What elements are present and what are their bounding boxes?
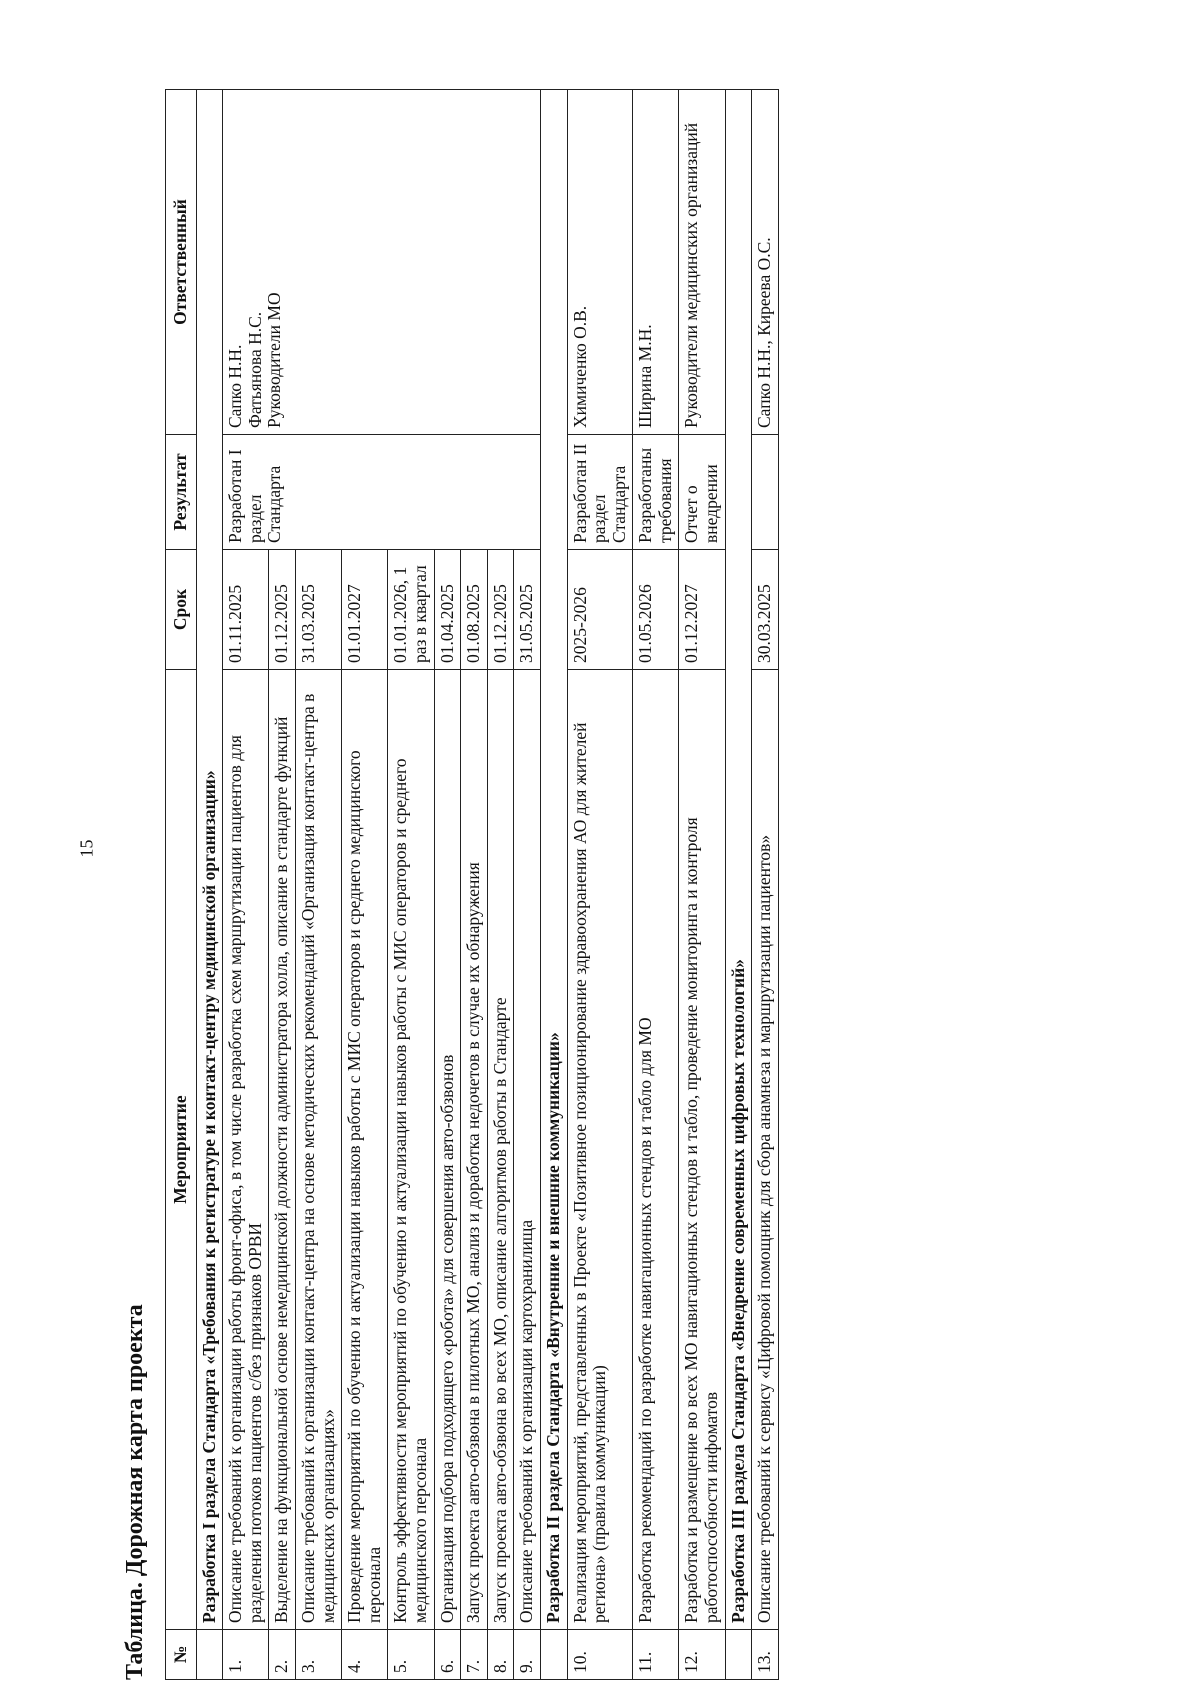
row-activity: Описание требований к организации контакт-центра на основе методических рекомендаций «Организация контакт-центра в медицинских организациях» [295,670,341,1630]
row-responsible: Руководители медицинских организаций [679,90,725,435]
row-activity: Разработка и размещение во всех МО навигационных стендов и табло, проведение мониторинга и контроля работоспособности инфоматов [679,670,725,1630]
header-activity: Мероприятие [166,670,197,1630]
table-row [567,90,633,1680]
row-num: 6. [434,1630,461,1680]
row-deadline: 01.01.2026, 1 раз в квартал [388,550,434,670]
row-deadline: 01.08.2025 [461,550,488,670]
row-deadline: 30.03.2025 [752,550,779,670]
row-result: Разработаны требования [633,435,679,550]
row-activity: Выделение на функциональной основе немедицинской должности администратора холла, описание в стандарте функций [269,670,296,1630]
row-num: 4. [342,1630,388,1680]
row-num: 9. [514,1630,541,1680]
row-num: 13. [752,1630,779,1680]
responsible-name: Фатьянова Н.С. [244,311,265,428]
row-responsible: Химиченко О.В. [567,90,633,435]
row-result: Разработан II раздел Стандарта [567,435,633,550]
header-responsible: Ответственный [166,90,197,435]
row-num: 5. [388,1630,434,1680]
row-num: 3. [295,1630,341,1680]
row-result: Отчет о внедрении [679,435,725,550]
roadmap-table [165,89,779,1680]
table-row [679,90,725,1680]
row-deadline: 01.04.2025 [434,550,461,670]
table-row [223,90,269,1680]
row-deadline: 01.01.2027 [342,550,388,670]
row-activity: Реализация мероприятий, представленных в Проекте «Позитивное позиционирование здравоохранения АО для жителей региона» (правила коммуникации) [567,670,633,1630]
header-result: Результат [166,435,197,550]
row-activity: Запуск проекта авто-обзвона во всех МО, описание алгоритмов работы в Стандарте [487,670,514,1630]
row-deadline: 31.05.2025 [514,550,541,670]
header-deadline: Срок [166,550,197,670]
responsible-name: Сапко Н.Н. [225,344,246,428]
responsible-name: Руководители МО [264,292,285,428]
row-num: 10. [567,1630,633,1680]
row-activity: Запуск проекта авто-обзвона в пилотных МО, анализ и доработка недочетов в случае их обнаружения [461,670,488,1630]
section-responsible [223,90,541,435]
header-num: № [166,1630,197,1680]
row-num: 1. [223,1630,269,1680]
row-result [752,435,779,550]
section-row [540,90,567,1680]
section-title: Разработка I раздела Стандарта «Требования к регистратуре и контакт-центру медицинской организации» [196,90,223,1630]
table-row [633,90,679,1680]
row-responsible: Ширина М.Н. [633,90,679,435]
row-deadline: 01.12.2025 [487,550,514,670]
table-row [752,90,779,1680]
section-row [196,90,223,1680]
row-activity: Организация подбора подходящего «робота» для совершения авто-обзвонов [434,670,461,1630]
row-deadline: 01.05.2026 [633,550,679,670]
row-deadline: 31.03.2025 [295,550,341,670]
page-number: 15 [76,839,97,858]
row-activity: Разработка рекомендаций по разработке навигационных стендов и табло для МО [633,670,679,1630]
row-activity: Описание требований к организации картохранилища [514,670,541,1630]
row-deadline: 01.12.2027 [679,550,725,670]
row-responsible: Сапко Н.Н., Киреева О.С. [752,90,779,435]
table-header-row [166,90,197,1680]
row-num: 11. [633,1630,679,1680]
row-num: 8. [487,1630,514,1680]
section-result: Разработан I раздел Стандарта [223,435,541,550]
section-title: Разработка II раздела Стандарта «Внутренние и внешние коммуникации» [540,90,567,1630]
row-activity: Описание требований к сервису «Цифровой помощник для сбора анамнеза и маршрутизации пациентов» [752,670,779,1630]
row-num: 7. [461,1630,488,1680]
row-activity: Проведение мероприятий по обучению и актуализации навыков работы с МИС операторов и среднего медицинского персонала [342,670,388,1630]
section-title: Разработка III раздела Стандарта «Внедрение современных цифровых технологий» [725,90,752,1630]
document-title: Таблица. Дорожная карта проекта [122,1304,148,1680]
row-num: 2. [269,1630,296,1680]
row-deadline: 01.12.2025 [269,550,296,670]
row-deadline: 2025-2026 [567,550,633,670]
row-activity: Контроль эффективности мероприятий по обучению и актуализации навыков работы с МИС операторов и среднего медицинского персонала [388,670,434,1630]
row-num: 12. [679,1630,725,1680]
section-row [725,90,752,1680]
row-deadline: 01.11.2025 [223,550,269,670]
rotated-content [115,60,1075,1680]
row-activity: Описание требований к организации работы фронт-офиса, в том числе разработка схем маршрутизации пациентов для разделения потоков пациентов с/без признаков ОРВИ [223,670,269,1630]
